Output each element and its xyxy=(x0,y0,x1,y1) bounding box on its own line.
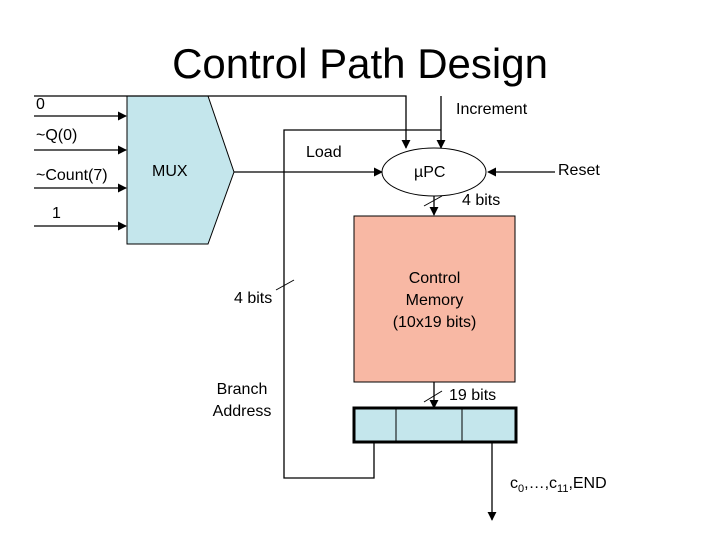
output-end: ,END xyxy=(568,475,607,492)
reset-label: Reset xyxy=(558,162,600,179)
output-sub0: 0 xyxy=(518,483,525,496)
memory-bus-slash xyxy=(424,391,442,402)
microinstruction-register xyxy=(354,408,516,442)
mux-input-count7-label: ~Count(7) xyxy=(36,167,108,184)
branch-address-line1: Branch xyxy=(216,381,268,398)
load-label: Load xyxy=(306,144,342,161)
control-memory-line1: Control xyxy=(408,270,461,287)
mux-input-1-label: 1 xyxy=(52,205,61,222)
mux-input-q0-label: ~Q(0) xyxy=(36,127,78,144)
branch-bus-slash xyxy=(276,280,294,290)
branch-width-label: 4 bits xyxy=(234,290,273,307)
control-memory-line2: Memory xyxy=(405,292,464,309)
control-output-label xyxy=(510,475,607,496)
output-sub11: 11 xyxy=(557,483,569,496)
control-memory-line3: (10x19 bits) xyxy=(392,314,477,331)
mux-label: MUX xyxy=(152,163,188,180)
branch-address-line2: Address xyxy=(212,403,272,420)
upc-bus-slash xyxy=(424,196,442,206)
upc-label: µPC xyxy=(414,164,446,181)
page-title: Control Path Design xyxy=(172,40,548,87)
increment-label: Increment xyxy=(456,101,528,118)
output-c0: c xyxy=(510,475,518,492)
upc-width-label: 4 bits xyxy=(462,192,501,209)
memory-width-label: 19 bits xyxy=(449,387,497,404)
mux-input-0-label: 0 xyxy=(36,96,45,113)
output-mid: ,…,c xyxy=(524,475,558,492)
